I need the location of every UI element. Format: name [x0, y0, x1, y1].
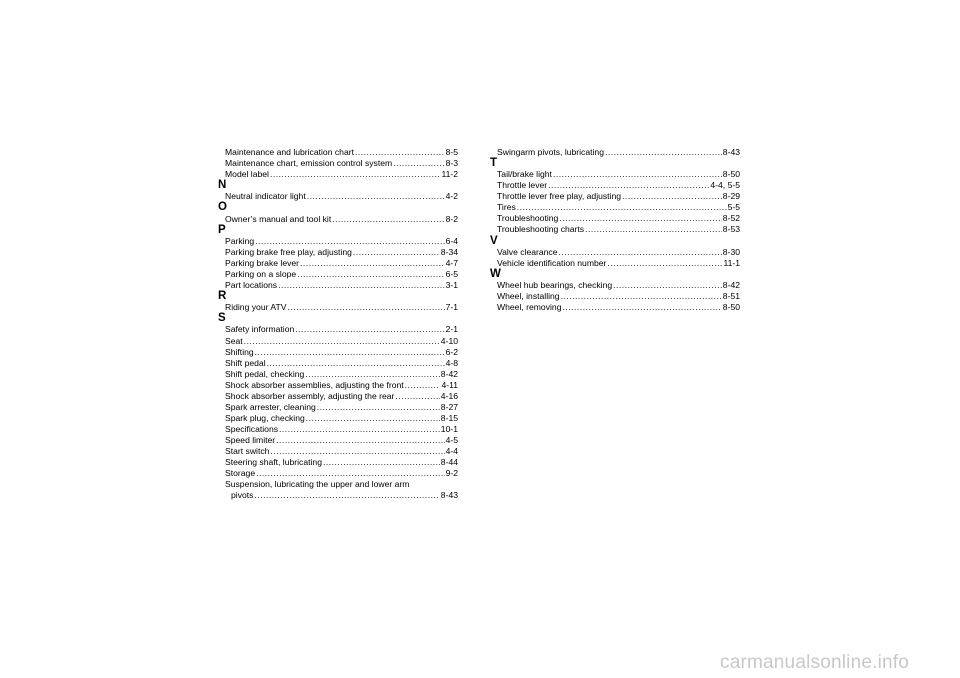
index-entry-neutral-indicator-light — [218, 191, 458, 202]
index-entry-troubleshooting-charts — [490, 224, 740, 235]
index-entry-label: Owner’s manual and tool kit — [225, 213, 332, 224]
index-entry-owner-s-manual-and-tool-kit — [218, 214, 458, 225]
index-dot-leader — [353, 247, 440, 258]
index-entry-label: Seat — [225, 335, 243, 346]
index-page-ref: 4-8 — [445, 357, 458, 368]
index-page-ref: 8-50 — [722, 169, 740, 180]
index-entry-label: Safety information — [225, 324, 295, 335]
index-page-ref: 9-2 — [445, 468, 458, 479]
index-dot-leader — [306, 413, 440, 424]
index-entry-label: Start switch — [225, 445, 270, 456]
index-dot-leader — [255, 347, 445, 358]
index-page-ref: 8-43 — [440, 490, 458, 501]
index-page-ref: 8-43 — [722, 147, 740, 157]
index-entry-spark-arrester-cleaning — [218, 402, 458, 413]
index-page-ref: 3-1 — [445, 279, 458, 290]
index-page-ref: 8-50 — [722, 302, 740, 313]
index-page-ref: 6-2 — [445, 346, 458, 357]
index-dot-leader — [255, 236, 444, 247]
index-letter-v — [490, 236, 740, 247]
index-entry-label: Shock absorber assemblies, adjusting the front — [225, 379, 404, 390]
index-letter-label: S — [218, 312, 226, 325]
index-entry-steering-shaft-lubricating — [218, 457, 458, 468]
index-entry-vehicle-identification-number — [490, 258, 740, 269]
index-letter-label: W — [490, 267, 501, 280]
index-page-ref: 4-10 — [440, 335, 458, 346]
index-entry-shock-absorber-assembly-adjusting-the-rear — [218, 391, 458, 402]
index-entry-pivots — [218, 490, 458, 501]
index-entry-maintenance-and-lubrication-chart — [218, 147, 458, 158]
index-dot-leader — [307, 191, 445, 202]
index-page-ref: 5-5 — [727, 202, 740, 213]
index-entry-label: Parking on a slope — [225, 268, 297, 279]
index-entry-specifications — [218, 424, 458, 435]
index-entry-label: Shift pedal — [225, 357, 266, 368]
index-entry-seat — [218, 336, 458, 347]
index-page-ref: 8-15 — [440, 412, 458, 423]
index-page-ref: 8-42 — [440, 368, 458, 379]
index-letter-label: R — [218, 290, 227, 303]
index-page-ref: 8-2 — [445, 213, 458, 224]
index-dot-leader — [270, 169, 440, 180]
index-entry-wheel-hub-bearings-checking — [490, 280, 740, 291]
index-dot-leader — [548, 180, 709, 191]
index-dot-leader — [607, 258, 722, 269]
index-entry-safety-information — [218, 324, 458, 335]
index-entry-label: Parking brake free play, adjusting — [225, 246, 352, 257]
index-entry-label: Parking — [225, 235, 255, 246]
index-entry-label: Model label — [225, 169, 269, 180]
index-entry-speed-limiter — [218, 435, 458, 446]
index-entry-model-label — [218, 169, 458, 180]
index-entry-maintenance-chart-emission-control-system — [218, 158, 458, 169]
index-page-ref: 4-16 — [440, 390, 458, 401]
index-letter-n — [218, 180, 458, 191]
index-dot-leader — [559, 247, 722, 258]
index-entry-label: Wheel, installing — [497, 291, 560, 302]
index-letter-label: N — [218, 179, 227, 192]
index-dot-leader — [393, 158, 444, 169]
index-entry-tires — [490, 202, 740, 213]
index-entry-label: Steering shaft, lubricating — [225, 457, 322, 468]
index-entry-label: Shift pedal, checking — [225, 368, 305, 379]
index-entry-label: Troubleshooting — [497, 213, 559, 224]
index-column-left — [218, 147, 458, 501]
index-entry-label: Swingarm pivots, lubricating — [497, 147, 604, 157]
index-dot-leader — [244, 336, 440, 347]
index-page-ref: 4-2 — [445, 191, 458, 202]
index-entry-start-switch — [218, 446, 458, 457]
index-dot-leader — [405, 380, 441, 391]
index-dot-leader — [553, 169, 722, 180]
index-entry-label: Vehicle identification number — [497, 257, 607, 268]
index-entry-throttle-lever-free-play-adjusting — [490, 191, 740, 202]
index-letter-label: O — [218, 201, 227, 214]
index-entry-label: Wheel, removing — [497, 302, 562, 313]
index-entry-label: Throttle lever — [497, 180, 548, 191]
index-entry-parking — [218, 236, 458, 247]
index-dot-leader — [300, 258, 445, 269]
index-page-ref: 6-5 — [445, 268, 458, 279]
index-dot-leader — [276, 435, 444, 446]
index-dot-leader — [395, 391, 439, 402]
index-dot-leader — [559, 213, 721, 224]
index-entry-label: Speed limiter — [225, 434, 276, 445]
index-entry-shock-absorber-assemblies-adjusting-the-front — [218, 380, 458, 391]
index-page-ref: 4-7 — [445, 257, 458, 268]
index-dot-leader — [279, 424, 440, 435]
index-entry-storage — [218, 468, 458, 479]
index-entry-label: Maintenance and lubrication chart — [225, 147, 354, 157]
index-dot-leader — [317, 402, 440, 413]
index-dot-leader — [278, 280, 445, 291]
index-entry-suspension-lubricating-the-upper-and-lower-arm — [218, 479, 458, 490]
index-entry-throttle-lever — [490, 180, 740, 191]
index-dot-leader — [332, 214, 444, 225]
index-page-ref: 6-4 — [445, 235, 458, 246]
index-dot-leader — [561, 291, 722, 302]
index-entry-shifting — [218, 347, 458, 358]
index-page-ref: 10-1 — [440, 423, 458, 434]
index-dot-leader — [287, 302, 444, 313]
index-letter-label: T — [490, 157, 498, 170]
index-page-ref: 8-51 — [722, 291, 740, 302]
index-entry-label: pivots — [231, 490, 254, 501]
index-entry-swingarm-pivots-lubricating — [490, 147, 740, 158]
index-entry-label: Parking brake lever — [225, 257, 300, 268]
index-entry-valve-clearance — [490, 247, 740, 258]
index-page-ref: 4-4, 5-5 — [710, 180, 740, 191]
index-entry-tail-brake-light — [490, 169, 740, 180]
index-dot-leader — [305, 369, 439, 380]
index-entry-spark-plug-checking — [218, 413, 458, 424]
index-dot-leader — [517, 202, 727, 213]
index-dot-leader — [622, 191, 722, 202]
index-page-ref: 11-2 — [441, 169, 458, 180]
index-entry-wheel-removing — [490, 302, 740, 313]
index-dot-leader — [270, 446, 444, 457]
index-entry-parking-on-a-slope — [218, 269, 458, 280]
index-entry-label: Throttle lever free play, adjusting — [497, 191, 622, 202]
index-entry-label: Spark plug, checking — [225, 412, 305, 423]
index-entry-shift-pedal — [218, 358, 458, 369]
index-letter-s — [218, 313, 458, 324]
index-dot-leader — [323, 457, 440, 468]
index-letter-label: V — [490, 234, 498, 247]
index-entry-wheel-installing — [490, 291, 740, 302]
index-entry-riding-your-atv — [218, 302, 458, 313]
index-entry-shift-pedal-checking — [218, 369, 458, 380]
index-page-ref: 8-27 — [440, 401, 458, 412]
index-page-ref: 4-4 — [445, 445, 458, 456]
index-page-ref: 8-30 — [722, 246, 740, 257]
index-entry-label: Part locations — [225, 279, 278, 290]
index-page-ref: 8-52 — [722, 213, 740, 224]
index-entry-label: Suspension, lubricating the upper and lower arm — [225, 479, 410, 490]
index-dot-leader — [562, 302, 721, 313]
index-page-ref: 11-1 — [723, 257, 740, 268]
index-entry-label: Shock absorber assembly, adjusting the rear — [225, 390, 395, 401]
index-letter-r — [218, 291, 458, 302]
index-entry-label: Troubleshooting charts — [497, 224, 585, 235]
index-entry-label: Spark arrester, cleaning — [225, 401, 316, 412]
index-column-right — [490, 147, 740, 313]
index-letter-t — [490, 158, 740, 169]
index-letter-p — [218, 225, 458, 236]
index-entry-label: Tail/brake light — [497, 169, 552, 180]
index-entry-label: Maintenance chart, emission control system — [225, 158, 393, 169]
index-dot-leader — [613, 280, 722, 291]
watermark-text: carmanualsonline.info — [720, 652, 910, 673]
index-dot-leader — [267, 358, 445, 369]
index-dot-leader — [295, 324, 444, 335]
index-letter-o — [218, 202, 458, 213]
index-entry-label: Valve clearance — [497, 246, 558, 257]
index-page-ref: 2-1 — [445, 324, 458, 335]
index-entry-troubleshooting — [490, 213, 740, 224]
index-entry-label: Storage — [225, 468, 256, 479]
index-entry-label: Riding your ATV — [225, 302, 287, 313]
index-page-ref: 8-34 — [440, 246, 458, 257]
index-dot-leader — [297, 269, 444, 280]
index-page-ref: 8-44 — [440, 457, 458, 468]
index-entry-label: Shifting — [225, 346, 254, 357]
index-page-ref: 8-29 — [722, 191, 740, 202]
index-dot-leader — [256, 468, 444, 479]
index-letter-w — [490, 269, 740, 280]
index-page-ref: 8-42 — [722, 279, 740, 290]
index-page-ref: 8-5 — [445, 147, 458, 157]
index-dot-leader — [355, 147, 445, 158]
index-dot-leader — [585, 224, 722, 235]
index-entry-parking-brake-free-play-adjusting — [218, 247, 458, 258]
index-entry-label: Wheel hub bearings, checking — [497, 279, 613, 290]
index-entry-parking-brake-lever — [218, 258, 458, 269]
index-page-ref: 8-3 — [445, 158, 458, 169]
index-entry-label: Neutral indicator light — [225, 191, 306, 202]
index-dot-leader — [605, 147, 722, 158]
index-page-ref: 7-1 — [445, 302, 458, 313]
index-page-ref: 8-53 — [722, 224, 740, 235]
index-letter-label: P — [218, 223, 226, 236]
index-page-ref: 4-5 — [445, 434, 458, 445]
index-dot-leader — [254, 490, 439, 501]
index-entry-label: Specifications — [225, 423, 279, 434]
index-page-ref: 4-11 — [441, 379, 458, 390]
index-entry-label: Tires — [497, 202, 516, 213]
index-entry-part-locations — [218, 280, 458, 291]
